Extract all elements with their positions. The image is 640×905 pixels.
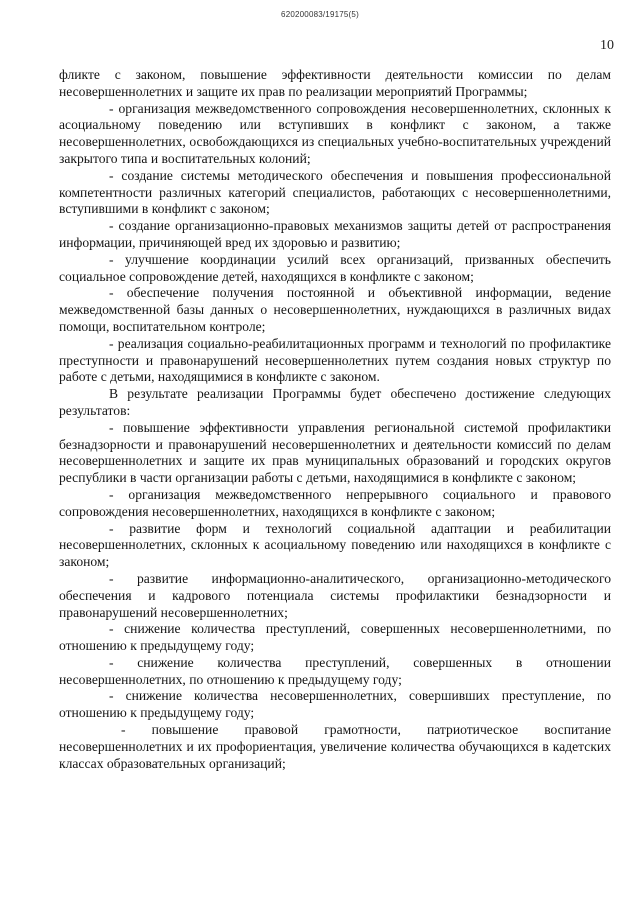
document-body [59, 67, 611, 772]
page-number: 10 [600, 38, 614, 53]
list-item: - улучшение координации усилий всех организаций, призванных обеспечить социальное сопровождение детей, находящихся в конфликте с законом; [59, 251, 611, 284]
list-item: - организация межведомственного непрерывного социального и правового сопровождения несовершеннолетних, находящихся в конфликте с законом; [59, 486, 611, 519]
list-item: - повышение правовой грамотности, патриотическое воспитание несовершеннолетних и их профориентация, увеличение количества обучающихся в кадетских классах образовательных организаций; [59, 722, 611, 771]
list-item: - снижение количества несовершеннолетних, совершивших преступление, по отношению к предыдущему году; [59, 688, 611, 721]
list-item: - реализация социально-реабилитационных программ и технологий по профилактике преступности и правонарушений несовершеннолетних путем создания новых структур по работе с детьми, находящимися в конфликте с законом. [59, 335, 611, 385]
list-item: - создание организационно-правовых механизмов защиты детей от распространения информации, причиняющей вред их здоровью и развитию; [59, 218, 611, 250]
document-code: 620200083/19175(5) [281, 10, 359, 19]
list-item: - развитие форм и технологий социальной адаптации и реабилитации несовершеннолетних, склонных к асоциальному поведению или находящихся в конфликте с законом; [59, 520, 611, 570]
list-item: - создание системы методического обеспечения и повышения профессиональной компетентности различных категорий специалистов, работающих с несовершеннолетними, вступившими в конфликт с законом; [59, 167, 611, 217]
paragraph: фликте с законом, повышение эффективности деятельности комиссии по делам несовершеннолетних и защите их прав по реализации мероприятий Программы; [59, 67, 611, 99]
list-item: - повышение эффективности управления региональной системой профилактики безнадзорности и правонарушений несовершеннолетних и деятельности комиссий по делам несовершеннолетних и защите их прав муниципальных образований и городских округов республики в части организации работы с детьми, находящимися в конфликте с законом; [59, 419, 611, 486]
list-item: - организация межведомственного сопровождения несовершеннолетних, склонных к асоциальному поведению или вступивших в конфликт с законом, а также несовершеннолетних, освобождающихся из специальных учебно-воспитательных учреждений закрытого типа и воспитательных колоний; [59, 100, 611, 166]
list-item: - снижение количества преступлений, совершенных в отношении несовершеннолетних, по отношению к предыдущему году; [59, 654, 611, 687]
list-item: - снижение количества преступлений, совершенных несовершеннолетними, по отношению к предыдущему году; [59, 621, 611, 654]
paragraph: В результате реализации Программы будет обеспечено достижение следующих результатов: [59, 386, 611, 418]
list-item: - обеспечение получения постоянной и объективной информации, ведение межведомственной базы данных о несовершеннолетних, нуждающихся в различных видах помощи, воспитательном контроле; [59, 285, 611, 334]
list-item: - развитие информационно-аналитического, организационно-методического обеспечения и кадрового потенциала системы профилактики безнадзорности и правонарушений несовершеннолетних; [59, 570, 611, 620]
